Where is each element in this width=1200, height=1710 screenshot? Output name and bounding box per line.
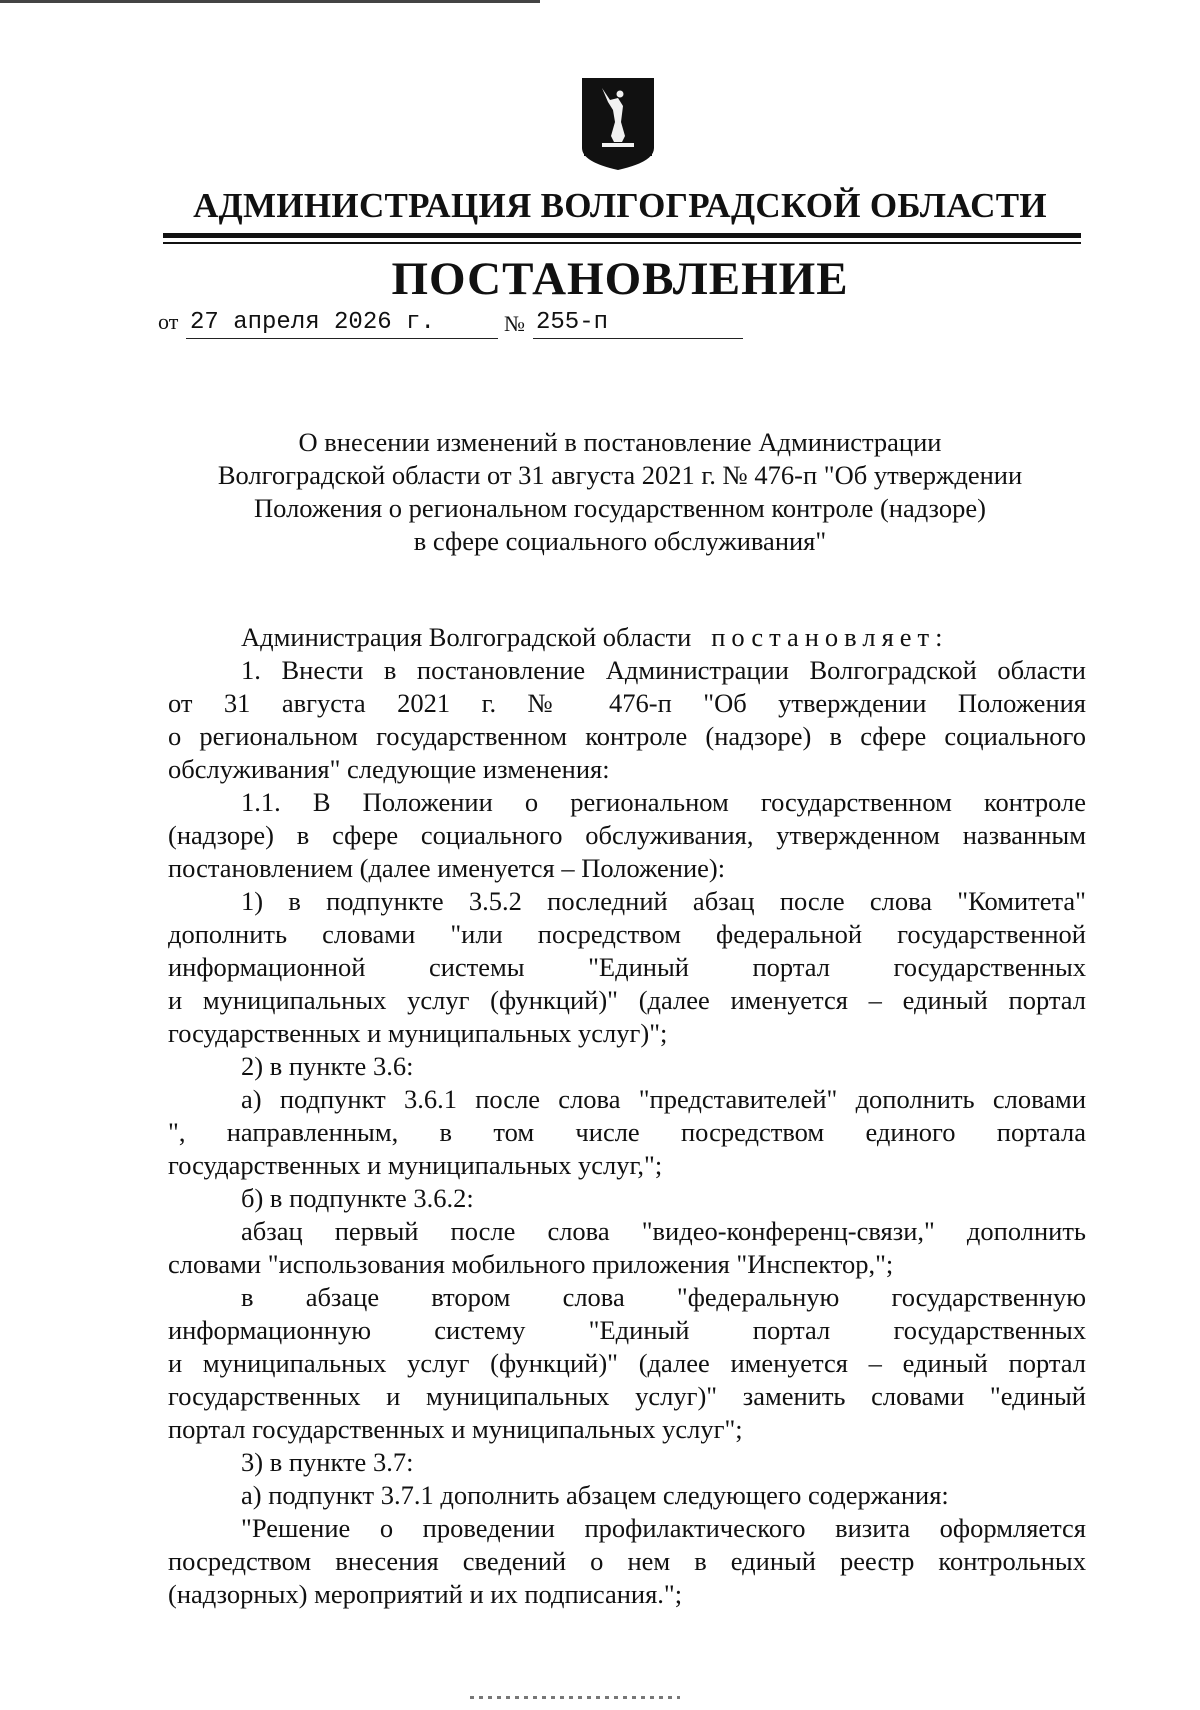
date-underline (186, 338, 498, 339)
body-line: государственных и муниципальных услуг,"; (168, 1150, 663, 1180)
preamble-decree-word: постановляет: (711, 622, 949, 652)
document-number-value: 255-п (536, 309, 609, 336)
subject-line: Волгоградской области от 31 августа 2021 г. № 476-п "Об утверждении (217, 460, 1023, 490)
date-prefix: от (158, 309, 179, 334)
body-line: ", направленным, в том числе посредством единого портала (168, 1117, 1086, 1147)
volgograd-region-emblem-icon (580, 76, 656, 172)
body-line: (надзоре) в сфере социального обслуживания, утвержденном названным (168, 820, 1086, 850)
number-prefix-label: № (504, 311, 525, 336)
subject-line: О внесении изменений в постановление Администрации (298, 427, 942, 457)
document-type-heading: ПОСТАНОВЛЕНИЕ (391, 253, 849, 305)
organization-title: АДМИНИСТРАЦИЯ ВОЛГОГРАДСКОЙ ОБЛАСТИ (193, 186, 1047, 225)
body-line: 2) в пункте 3.6: (241, 1051, 414, 1081)
number-underline (533, 338, 743, 339)
body-line: "Решение о проведении профилактического визита оформляется (241, 1513, 1086, 1543)
subject-line: в сфере социального обслуживания" (413, 526, 827, 556)
scan-top-edge-line (0, 0, 540, 3)
body-line: обслуживания" следующие изменения: (168, 754, 610, 784)
body-line: а) подпункт 3.7.1 дополнить абзацем следующего содержания: (241, 1480, 949, 1510)
body-line: и муниципальных услуг (функций)" (далее именуется – единый портал (168, 985, 1086, 1015)
document-subject (170, 426, 1070, 558)
body-line: информационной системы "Единый портал государственных (168, 952, 1086, 982)
subject-line: Положения о региональном государственном контроле (надзоре) (254, 493, 986, 523)
header-rule-thick (163, 233, 1081, 238)
document-date-value: 27 апреля 2026 г. (190, 309, 435, 336)
body-line: дополнить словами "или посредством федеральной государственной (168, 919, 1086, 949)
body-line: о региональном государственном контроле (надзоре) в сфере социального (168, 721, 1086, 751)
body-line: портал государственных и муниципальных услуг"; (168, 1414, 743, 1444)
header-rule-thin (163, 242, 1081, 244)
body-line: государственных и муниципальных услуг)"; (168, 1018, 668, 1048)
scan-bottom-artifact (470, 1696, 680, 1699)
document-number (536, 308, 608, 336)
body-line: б) в подпункте 3.6.2: (241, 1183, 474, 1213)
preamble (168, 621, 1086, 654)
body-line: 1) в подпункте 3.5.2 последний абзац после слова "Комитета" (241, 886, 1086, 916)
body-line: словами "использования мобильного приложения "Инспектор,"; (168, 1249, 894, 1279)
body-line: абзац первый после слова "видео-конференц-связи," дополнить (241, 1216, 1086, 1246)
body-line: (надзорных) мероприятий и их подписания."; (168, 1579, 683, 1609)
document-body (168, 621, 1086, 1611)
body-line: а) подпункт 3.6.1 после слова "представителей" дополнить словами (241, 1084, 1086, 1114)
body-line: 1.1. В Положении о региональном государственном контроле (241, 787, 1086, 817)
preamble-text: Администрация Волгоградской области (241, 622, 692, 652)
body-line: государственных и муниципальных услуг)" заменить словами "единый (168, 1381, 1086, 1411)
body-line: посредством внесения сведений о нем в единый реестр контрольных (168, 1546, 1086, 1576)
body-line: от 31 августа 2021 г. № 476-п "Об утверждении Положения (168, 688, 1086, 718)
document-requisites (158, 309, 178, 335)
body-line: 1. Внести в постановление Администрации Волгоградской области (241, 655, 1086, 685)
body-line: и муниципальных услуг (функций)" (далее именуется – единый портал (168, 1348, 1086, 1378)
body-line: информационную систему "Единый портал государственных (168, 1315, 1086, 1345)
document-date (190, 308, 435, 336)
body-line: в абзаце втором слова "федеральную государственную (241, 1282, 1086, 1312)
number-prefix (504, 311, 525, 337)
body-line: 3) в пункте 3.7: (241, 1447, 414, 1477)
body-line: постановлением (далее именуется – Положение): (168, 853, 726, 883)
